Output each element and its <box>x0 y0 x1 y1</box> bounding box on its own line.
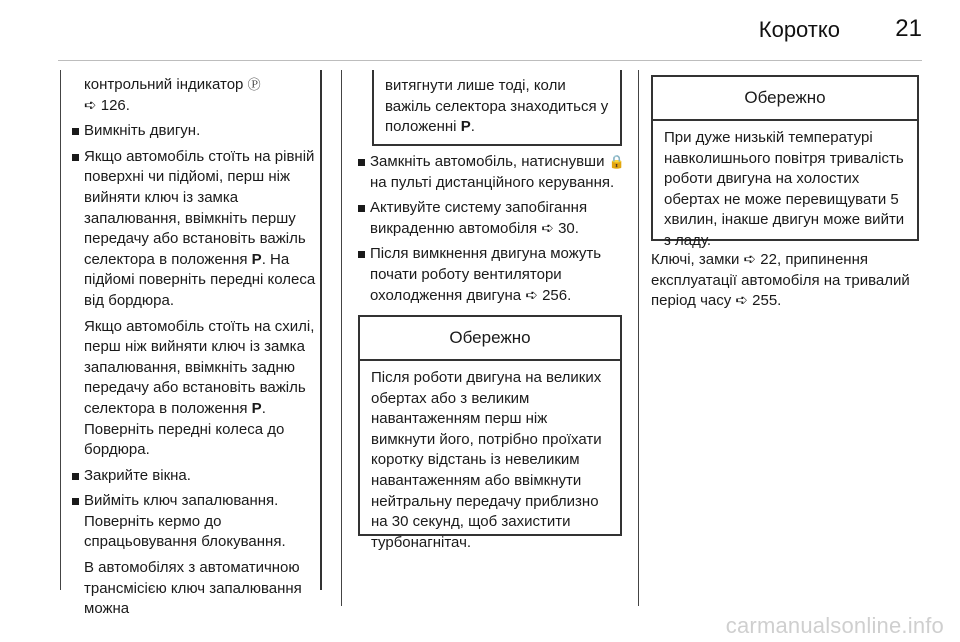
list-item: Закрийте вікна. <box>72 466 317 487</box>
page-ref-arrow-icon: ➪ <box>525 286 538 304</box>
page-ref-arrow-icon: ➪ <box>735 292 748 310</box>
page-ref-link[interactable]: 256. <box>542 286 572 304</box>
list-item: Якщо автомобіль стоїть на рівній поверхні чи підйомі, перш ніж вийняти ключ із замка запалювання, ввімкніть першу передачу або встановіть важіль селектора в положення P. На підйомі поверніть передні колеса від бордюра. <box>72 147 317 312</box>
continued-notice-box: витягнути лише тоді, коли важіль селектора знаходиться у положенні P. <box>372 70 622 146</box>
header-rule <box>58 60 922 61</box>
column-divider-left <box>60 70 61 590</box>
page-ref-arrow-icon: ➪ <box>743 251 757 268</box>
column-left <box>72 75 317 620</box>
list-item: Вимкніть двигун. <box>72 121 317 142</box>
continued-text: контрольний індикатор Ⓟ ➪ 126. <box>84 76 261 114</box>
page-header <box>0 0 960 60</box>
page-ref-arrow-icon: ➪ <box>541 219 554 237</box>
paragraph: Якщо автомобіль стоїть на схилі, перш ніж вийняти ключ із замка запалювання, ввімкніть задню передачу або встановіть важіль селектора в положення P. Поверніть передні колеса до бордюра. <box>84 317 315 459</box>
cross-reference: Ключі, замки ➪ 22, припинення експлуатації автомобіля на тривалий період часу ➪ 255. <box>651 251 910 310</box>
page-ref-link[interactable]: 22, припинення експлуатації автомобіля на тривалий період часу <box>651 251 910 310</box>
list-item: Вийміть ключ запалювання. Поверніть кермо до спрацьовування блокування. <box>72 491 317 553</box>
watermark: carmanualsonline.info <box>725 613 944 638</box>
column-divider-middle <box>341 70 342 606</box>
section-title: Коротко <box>758 17 840 42</box>
page-ref-arrow-icon: ➪ <box>84 96 97 114</box>
column-right <box>651 250 921 312</box>
caution-text: При дуже низькій температурі навколишнього повітря тривалість роботи двигуна на холостих обертах не може перевищувати 5 хвилин, інакше двигун може вийти з ладу. <box>664 129 905 249</box>
caution-title: Обережно <box>360 317 620 361</box>
list-item: Замкніть автомобіль, натиснувши 🔒 на пульті дистанційного керування. <box>358 152 628 193</box>
page-ref-link[interactable]: 126. <box>100 96 130 114</box>
list-item: Після вимкнення двигуна можуть почати роботу вентилятори охолодження двигуна ➪ 256. <box>358 244 628 306</box>
column-divider-right <box>638 70 639 606</box>
caution-box-turbo <box>358 315 622 551</box>
continuation-bar <box>320 70 322 590</box>
lock-button-icon: 🔒 <box>608 154 625 169</box>
column-middle <box>358 152 628 306</box>
page-ref-link[interactable]: 255. <box>752 292 782 310</box>
caution-box-cold <box>651 75 919 249</box>
page-number: 21 <box>895 15 922 42</box>
paragraph: В автомобілях з автоматичною трансмісією ключ запалювання можна <box>84 559 302 618</box>
caution-title: Обережно <box>653 77 917 121</box>
caution-text: Після роботи двигуна на великих обертах або з великим навантаженням перш ніж вимкнути його, потрібно проїхати коротку відстань із невеликим навантаженням або ввімкнути нейтральну передачу приблизно на 30 секунд, щоб захистити турбонагнітач. <box>371 369 602 551</box>
page-ref-link[interactable]: 30. <box>558 219 579 237</box>
list-item: Активуйте систему запобігання викраденню автомобіля ➪ 30. <box>358 198 628 239</box>
parking-indicator-icon: Ⓟ <box>247 77 261 92</box>
